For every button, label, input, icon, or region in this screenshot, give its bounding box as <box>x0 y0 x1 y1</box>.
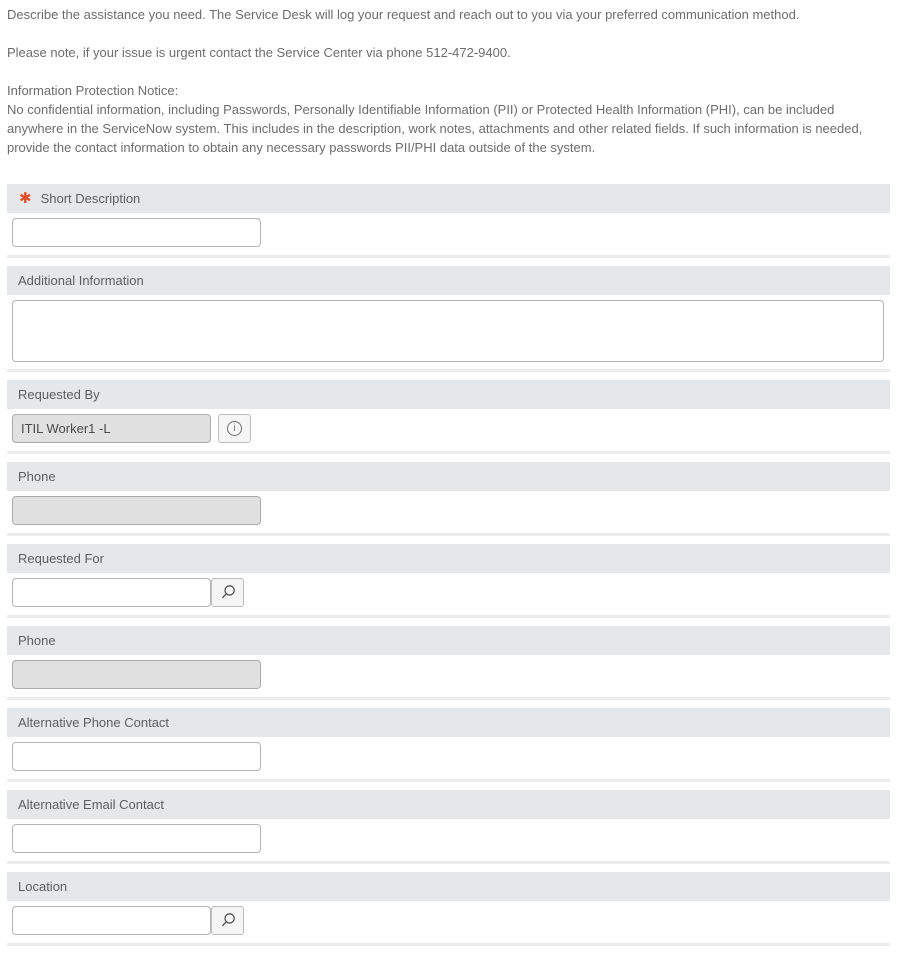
field-section-additional-information <box>7 266 890 372</box>
info-icon: i <box>227 421 242 436</box>
field-label: Requested For <box>18 551 104 566</box>
notice-title: Information Protection Notice: <box>7 83 179 98</box>
requested-for-input[interactable] <box>12 578 211 607</box>
field-section-alternative-email-contact <box>7 790 890 864</box>
field-label-bar <box>7 184 890 213</box>
field-label-bar <box>7 790 890 819</box>
field-label-bar <box>7 544 890 573</box>
field-label: Phone <box>18 469 56 484</box>
requested-for-lookup-button[interactable] <box>211 578 244 607</box>
field-section-requested-by <box>7 380 890 454</box>
field-label-bar <box>7 380 890 409</box>
field-label: Requested By <box>18 387 100 402</box>
search-icon <box>219 912 236 929</box>
catalog-form <box>7 184 890 946</box>
requested-by-input <box>12 414 211 443</box>
field-label-bar <box>7 626 890 655</box>
requested-by-info-button[interactable] <box>218 414 251 443</box>
intro-text-block <box>0 0 891 157</box>
intro-paragraph-2: Please note, if your issue is urgent contact the Service Center via phone 512-472-9400. <box>7 45 511 60</box>
alternative-phone-contact-input[interactable] <box>12 742 261 771</box>
field-label: Phone <box>18 633 56 648</box>
field-label: Short Description <box>40 191 141 206</box>
short-description-input[interactable] <box>12 218 261 247</box>
field-label-bar <box>7 462 890 491</box>
field-section-location <box>7 872 890 946</box>
additional-information-textarea[interactable] <box>12 300 884 362</box>
required-asterisk-icon: ✱ <box>19 190 32 207</box>
field-label: Location <box>18 879 68 894</box>
location-input[interactable] <box>12 906 211 935</box>
location-lookup-button[interactable] <box>211 906 244 935</box>
alternative-email-contact-input[interactable] <box>12 824 261 853</box>
notice-body: No confidential information, including Passwords, Personally Identifiable Information (PII) or Protected Health Information (PHI), can be included anywhere in the ServiceNow system. This includes in the description, work notes, attachments and other related fields. If such information is needed, provide the contact information to obtain any necessary passwords PII/PHI data outside of the system. <box>7 102 863 155</box>
field-section-phone-requested-for <box>7 626 890 700</box>
field-label-bar <box>7 708 890 737</box>
field-label-bar <box>7 266 890 295</box>
phone-requested-by-input <box>12 496 261 525</box>
field-label: Alternative Phone Contact <box>18 715 170 730</box>
field-section-alternative-phone-contact <box>7 708 890 782</box>
info-protection-notice <box>7 81 881 157</box>
field-section-phone-requested-by <box>7 462 890 536</box>
intro-paragraph-1: Describe the assistance you need. The Service Desk will log your request and reach out to you via your preferred communication method. <box>7 7 800 22</box>
phone-requested-for-input <box>12 660 261 689</box>
search-icon <box>219 584 236 601</box>
field-label: Alternative Email Contact <box>18 797 164 812</box>
field-section-requested-for <box>7 544 890 618</box>
field-label: Additional Information <box>18 273 144 288</box>
field-label-bar <box>7 872 890 901</box>
field-section-short-description <box>7 184 890 258</box>
